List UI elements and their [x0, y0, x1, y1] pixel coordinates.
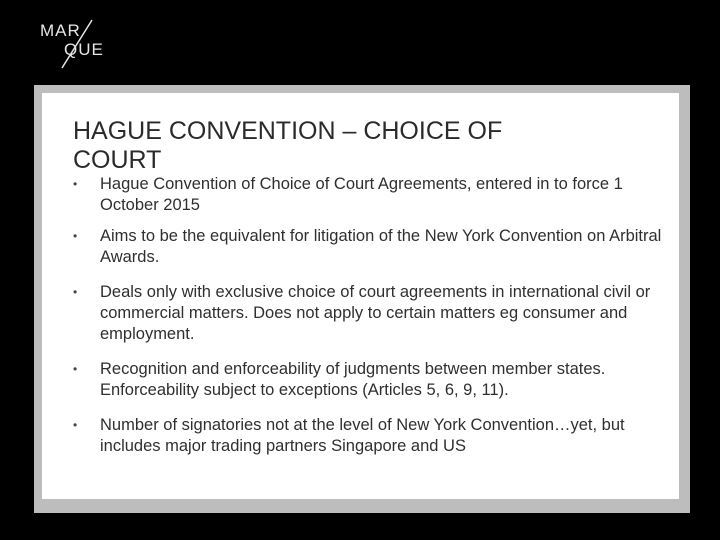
- bullet-marker: •: [73, 229, 78, 243]
- bullet-text: Hague Convention of Choice of Court Agreements, entered in to force 1 October 2015: [100, 175, 623, 214]
- bullet-marker: •: [73, 177, 78, 191]
- bullet-item: [73, 174, 673, 216]
- bullet-item: [73, 226, 673, 268]
- bullet-marker: •: [73, 362, 78, 376]
- bullet-item: [73, 282, 673, 345]
- logo-text-bottom: QUE: [64, 40, 104, 59]
- bullet-marker: •: [73, 418, 78, 432]
- bullet-item: [73, 415, 673, 457]
- bullet-item: [73, 359, 673, 401]
- bullet-text: Aims to be the equivalent for litigation of the New York Convention on Arbitral Awards.: [100, 227, 662, 266]
- bullet-text: Deals only with exclusive choice of court agreements in international civil or commercial matters. Does not apply to certain matters eg consumer and employment.: [100, 283, 651, 343]
- bullet-text: Recognition and enforceability of judgments between member states. Enforceability subject to exceptions (Articles 5, 6, 9, 11).: [100, 360, 606, 399]
- logo-text-top: MAR: [40, 21, 81, 40]
- bullet-list: [73, 174, 673, 457]
- bullet-text: Number of signatories not at the level of New York Convention…yet, but includes major trading partners Singapore and US: [100, 416, 625, 455]
- bullet-marker: •: [73, 285, 78, 299]
- marque-logo: [38, 18, 108, 70]
- slide-title: HAGUE CONVENTION – CHOICE OF COURT: [73, 117, 503, 174]
